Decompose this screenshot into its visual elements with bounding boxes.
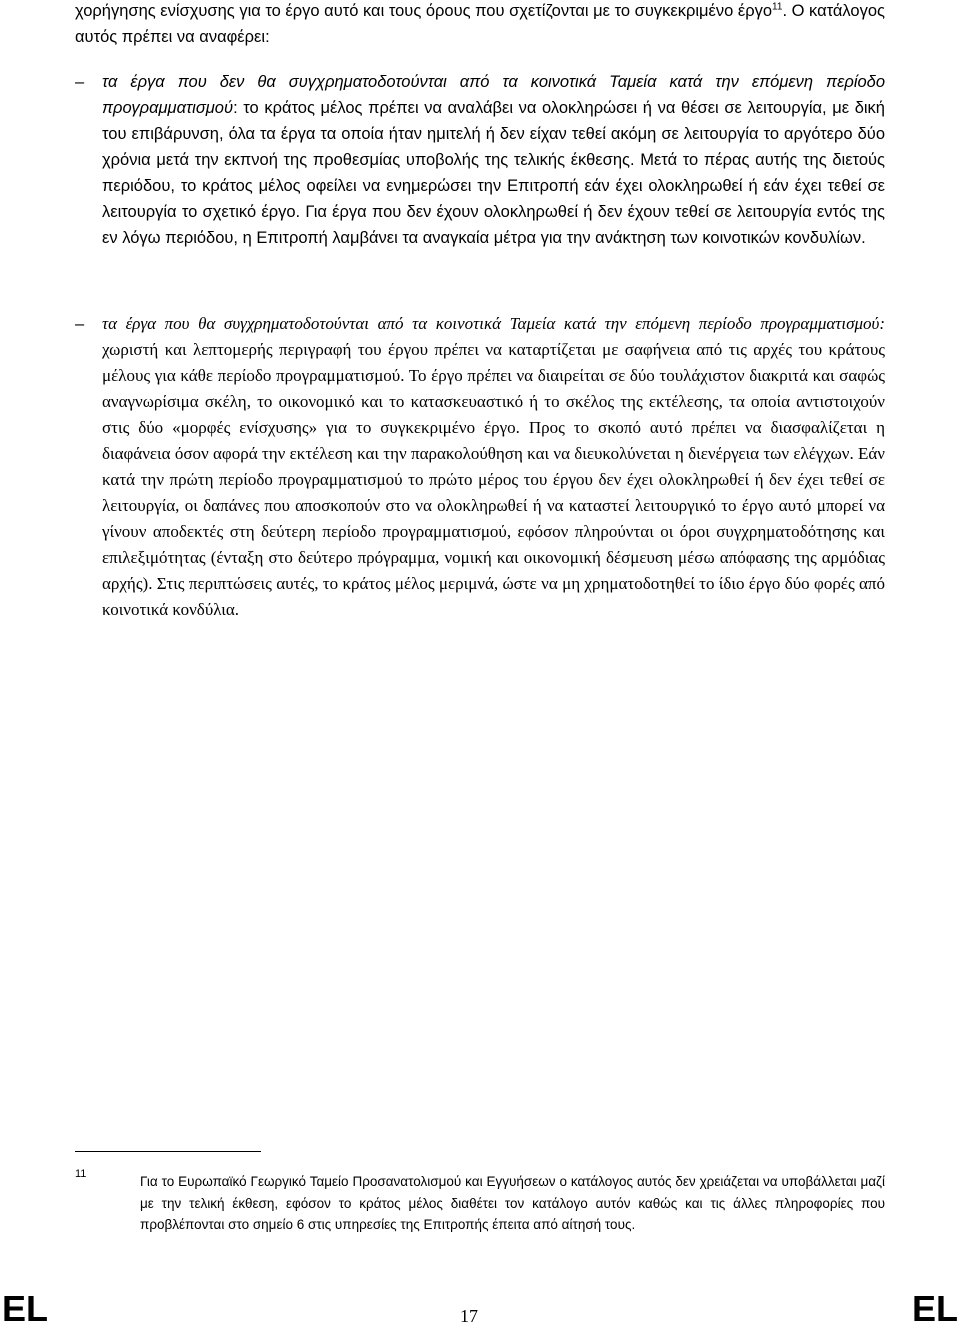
intro-paragraph xyxy=(75,0,885,50)
footnote-text: Για το Ευρωπαϊκό Γεωργικό Ταμείο Προσανατολισμού και Εγγυήσεων ο κατάλογος αυτός δεν χρειάζεται να υποβάλλεται μαζί με την τελική έκθεση, εφόσον το κράτος μέλος διαθέτει τον κατάλογο αυτόν καθώς και τις άλλες πληροφορίες που προβλέπονται στο σημείο 6 στις υπηρεσίες της Επιτροπής έπειτα από αίτησή τους. xyxy=(140,1174,885,1232)
intro-text: χορήγησης ενίσχυσης για το έργο αυτό και τους όρους που σχετίζονται με το συγκεκριμένο έργο xyxy=(75,2,773,20)
footnote-number: 11 xyxy=(75,1168,87,1180)
list-dash: – xyxy=(75,73,85,91)
page-number: 17 xyxy=(460,1306,478,1326)
footer-language-right: EL xyxy=(911,1288,958,1329)
list-item-heading: τα έργα που δεν θα συγχρηματοδοτούνται από τα κοινοτικά Ταμεία κατά την επόμενη περίοδο προγραμματισμού xyxy=(102,73,885,117)
list-item-text xyxy=(102,69,885,251)
list-dash: – xyxy=(75,315,85,333)
footnote-divider xyxy=(75,1151,261,1152)
intro-text-end: . Ο κατάλογος αυτός πρέπει να αναφέρει: xyxy=(75,2,885,46)
list-item-heading: τα έργα που θα συγχρηματοδοτούνται από τα κοινοτικά Ταμεία κατά την επόμενη περίοδο προγραμματισμού: xyxy=(102,314,885,333)
list-item-body: χωριστή και λεπτομερής περιγραφή του έργου πρέπει να καταρτίζεται με σαφήνεια από τις αρχές του κράτους μέλους για κάθε περίοδο προγραμματισμού. Το έργο πρέπει να διαιρείται σε δύο τουλάχιστον διακριτά και σαφώς αναγνωρίσιμα σκέλη, το οικονομικό και το κατασκευαστικό ή το σκέλος της εκτέλεσης, τα οποία αντιστοιχούν στις δύο «μορφές ενίσχυσης» για το συγκεκριμένο έργο. Προς το σκοπό αυτό πρέπει να διασφαλίζεται η διαφάνεια όσον αφορά την εκτέλεση και την παρακολούθηση και να διευκολύνεται η διενέργεια των ελέγχων. Εάν κατά την πρώτη περίοδο προγραμματισμού το πρώτο μέρος του έργου δεν έχει ολοκληρωθεί ή δεν έχει τεθεί σε λειτουργία, οι δαπάνες που αποσκοπούν στο να ολοκληρωθεί ή να καταστεί λειτουργικό το έργο αυτό μπορεί να γίνουν αποδεκτές στη δεύτερη περίοδο προγραμματισμού, εφόσον πληρούνται οι όροι συγχρηματοδότησης και επιλεξιμότητας (ένταξη στο δεύτερο πρόγραμμα, νομική και οικονομική δέσμευση μέσω απόφασης της αρμόδιας αρχής). Στις περιπτώσεις αυτές, το κράτος μέλος μεριμνά, ώστε να μη χρηματοδοτηθεί το ίδιο έργο δύο φορές από κοινοτικά κονδύλια. xyxy=(102,340,885,619)
list-item-text xyxy=(102,311,885,623)
footer-language-left: EL xyxy=(2,1288,49,1329)
footnote-reference[interactable]: 11 xyxy=(772,1,783,13)
list-item-body: : το κράτος μέλος πρέπει να αναλάβει να ολοκληρώσει ή να θέσει σε λειτουργία, με δική του επιβάρυνση, όλα τα έργα τα οποία ήταν ημιτελή ή δεν είχαν τεθεί ακόμη σε λειτουργία το αργότερο δύο χρόνια μετά την εκπνοή της προθεσμίας υποβολής της τελικής έκθεσης. Μετά το πέρας αυτής της διετούς περιόδου, το κράτος μέλος οφείλει να ενημερώσει την Επιτροπή εάν έχει ολοκληρωθεί ή εάν έχει τεθεί σε λειτουργία το σχετικό έργο. Για έργα που δεν έχουν ολοκληρωθεί ή δεν έχουν τεθεί σε λειτουργία εντός της εν λόγω περιόδου, η Επιτροπή λαμβάνει τα αναγκαία μέτρα για την ανάκτηση των κοινοτικών κονδυλίων. xyxy=(102,99,885,247)
